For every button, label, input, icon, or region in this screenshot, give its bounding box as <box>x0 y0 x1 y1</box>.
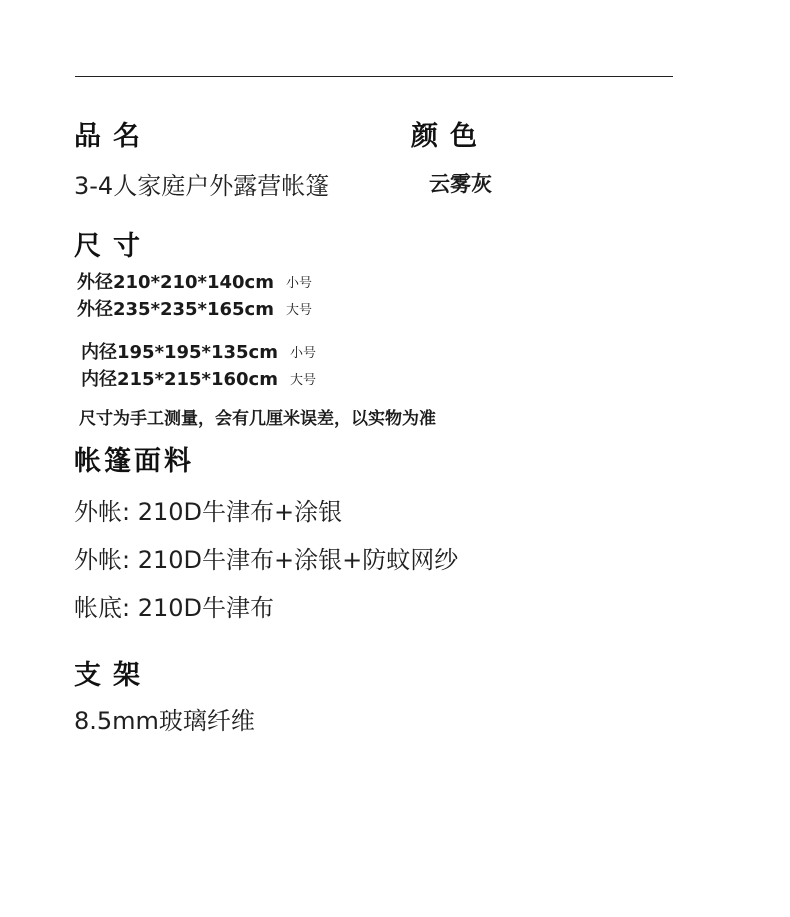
fabric-line-2: 外帐: 210D牛津布+涂银+防蚊网纱 <box>74 546 459 574</box>
dimension-text: 外径235*235*165cm <box>77 299 274 320</box>
dimension-text: 外径210*210*140cm <box>77 272 274 293</box>
fabric-line-3: 帐底: 210D牛津布 <box>74 594 275 622</box>
product-name-heading: 品名 <box>74 121 152 152</box>
color-heading: 颜色 <box>411 121 489 152</box>
frame-value: 8.5mm玻璃纤维 <box>74 707 255 735</box>
fabric-heading: 帐篷面料 <box>74 446 194 477</box>
dimension-text: 内径215*215*160cm <box>81 369 278 390</box>
frame-heading: 支架 <box>74 660 152 691</box>
fabric-line-1: 外帐: 210D牛津布+涂银 <box>74 498 343 526</box>
size-tag: 大号 <box>289 373 316 388</box>
dimension-inner-small <box>81 338 316 364</box>
dimension-inner-large <box>81 365 316 391</box>
size-heading: 尺寸 <box>74 231 152 262</box>
dimension-outer-large <box>77 295 312 321</box>
size-tag: 小号 <box>289 346 316 361</box>
product-name-value: 3-4人家庭户外露营帐篷 <box>74 172 330 200</box>
color-value: 云雾灰 <box>429 172 492 196</box>
size-tag: 小号 <box>285 276 312 291</box>
top-divider <box>75 76 673 77</box>
size-tag: 大号 <box>285 303 312 318</box>
dimension-text: 内径195*195*135cm <box>81 342 278 363</box>
dimension-outer-small <box>77 268 312 294</box>
measurement-note: 尺寸为手工测量，会有几厘米误差，以实物为准 <box>79 409 436 429</box>
